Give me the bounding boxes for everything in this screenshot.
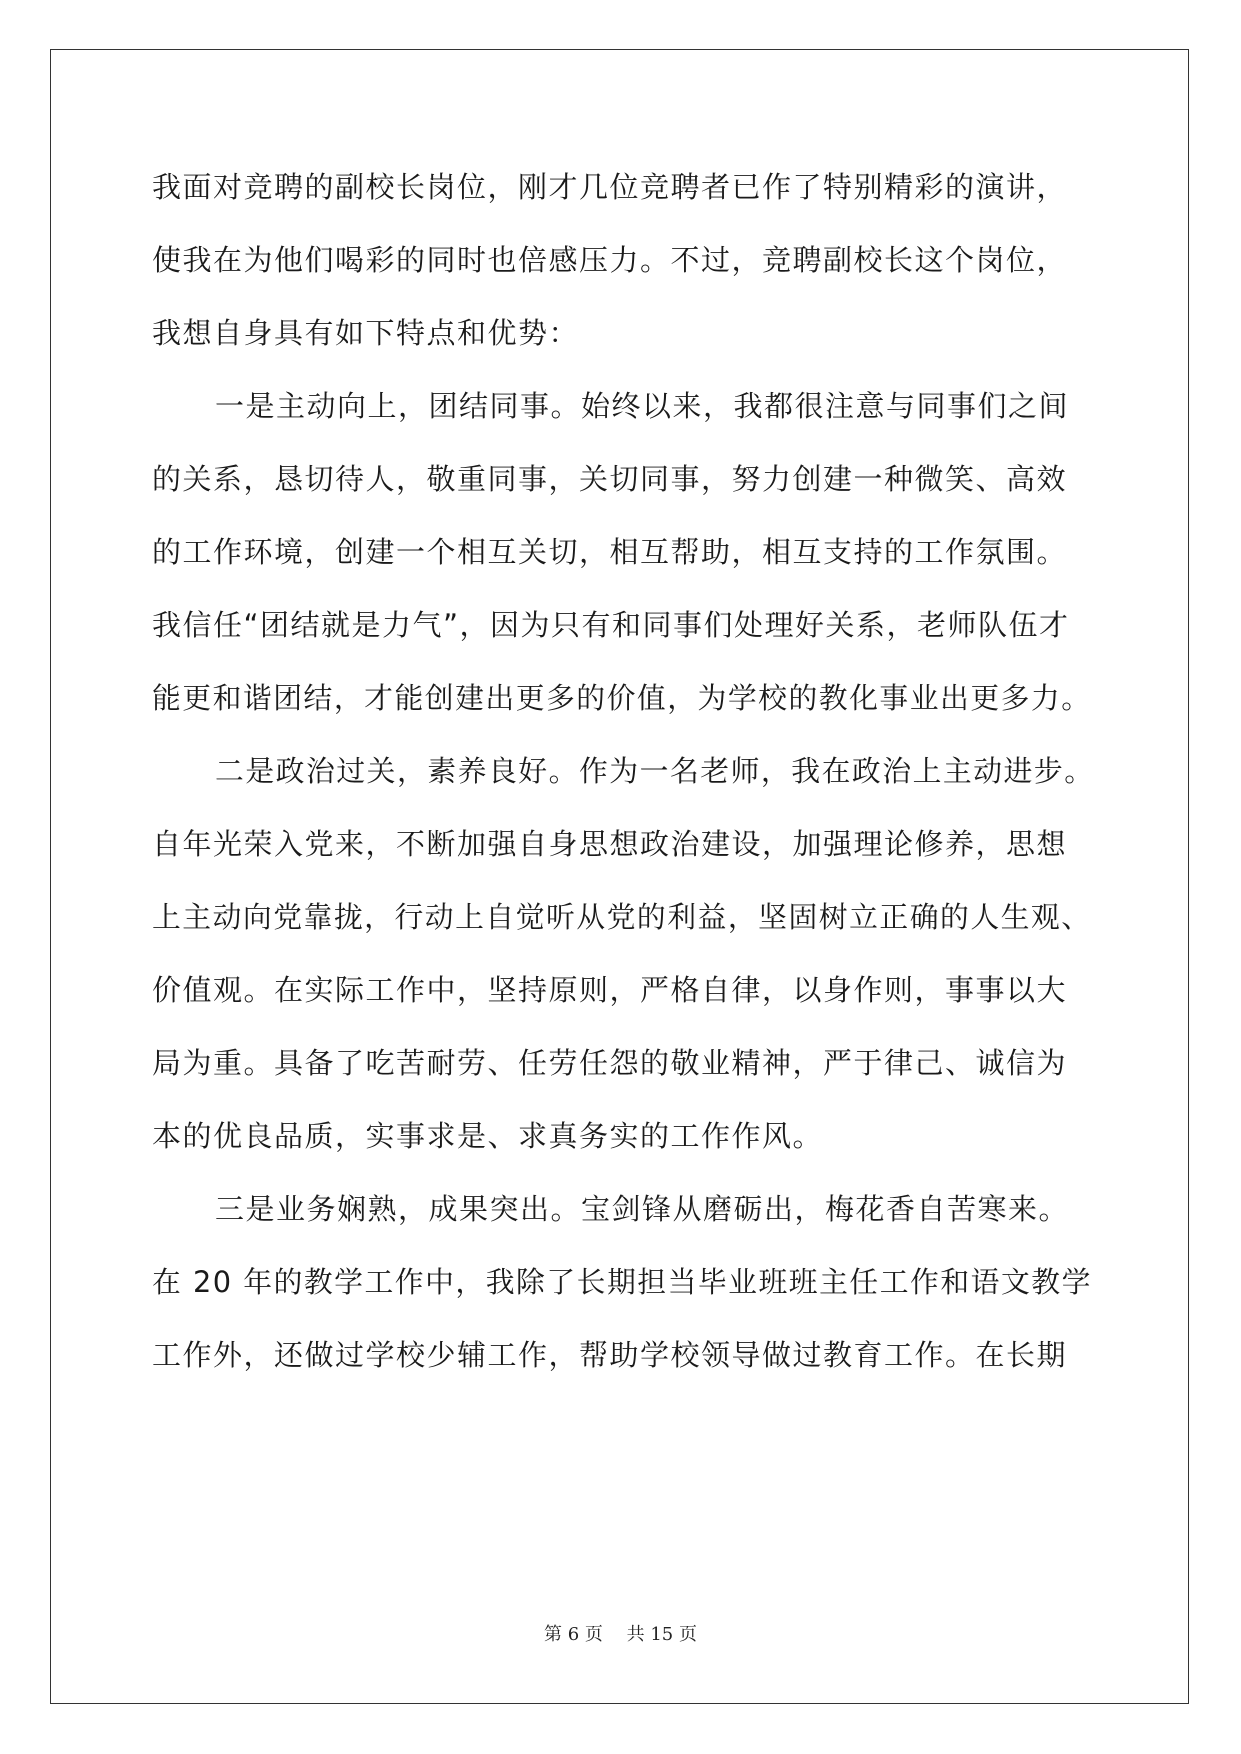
text-line: 局为重。具备了吃苦耐劳、任劳任怨的敬业精神，严于律己、诚信为 xyxy=(152,1046,1068,1080)
paragraph-start-line: 三是业务娴熟，成果突出。宝剑锋从磨砺出，梅花香自苦寒来。 xyxy=(215,1192,1070,1226)
paragraph-start-line: 一是主动向上，团结同事。始终以来，我都很注意与同事们之间 xyxy=(215,389,1070,423)
text-line: 的工作环境，创建一个相互关切，相互帮助，相互支持的工作氛围。 xyxy=(152,535,1068,569)
page-footer xyxy=(0,1620,1241,1646)
text-line: 工作外，还做过学校少辅工作，帮助学校领导做过教育工作。在长期 xyxy=(152,1338,1068,1372)
text-line: 我面对竞聘的副校长岗位，刚才几位竞聘者已作了特别精彩的演讲， xyxy=(152,170,1068,204)
text-line: 使我在为他们喝彩的同时也倍感压力。不过，竞聘副校长这个岗位， xyxy=(152,243,1068,277)
page-number-label: 第 6 页 共 15 页 xyxy=(544,1624,697,1645)
paragraph-start-line: 二是政治过关，素养良好。作为一名老师，我在政治上主动进步。 xyxy=(215,754,1095,788)
page-border xyxy=(50,49,1189,1704)
text-line: 能更和谐团结，才能创建出更多的价值，为学校的教化事业出更多力。 xyxy=(152,681,1092,715)
text-line: 自年光荣入党来，不断加强自身思想政治建设，加强理论修养，思想 xyxy=(152,827,1068,861)
text-line: 的关系，恳切待人，敬重同事，关切同事，努力创建一种微笑、高效 xyxy=(152,462,1068,496)
text-line: 我信任“团结就是力气”，因为只有和同事们处理好关系，老师队伍才 xyxy=(152,608,1070,642)
text-line: 在 20 年的教学工作中，我除了长期担当毕业班班主任工作和语文教学 xyxy=(152,1265,1092,1299)
text-line: 价值观。在实际工作中，坚持原则，严格自律，以身作则，事事以大 xyxy=(152,973,1068,1007)
text-line: 我想自身具有如下特点和优势： xyxy=(152,316,580,350)
text-line: 本的优良品质，实事求是、求真务实的工作作风。 xyxy=(152,1119,824,1153)
text-line: 上主动向党靠拢，行动上自觉听从党的利益，坚固树立正确的人生观、 xyxy=(152,900,1092,934)
